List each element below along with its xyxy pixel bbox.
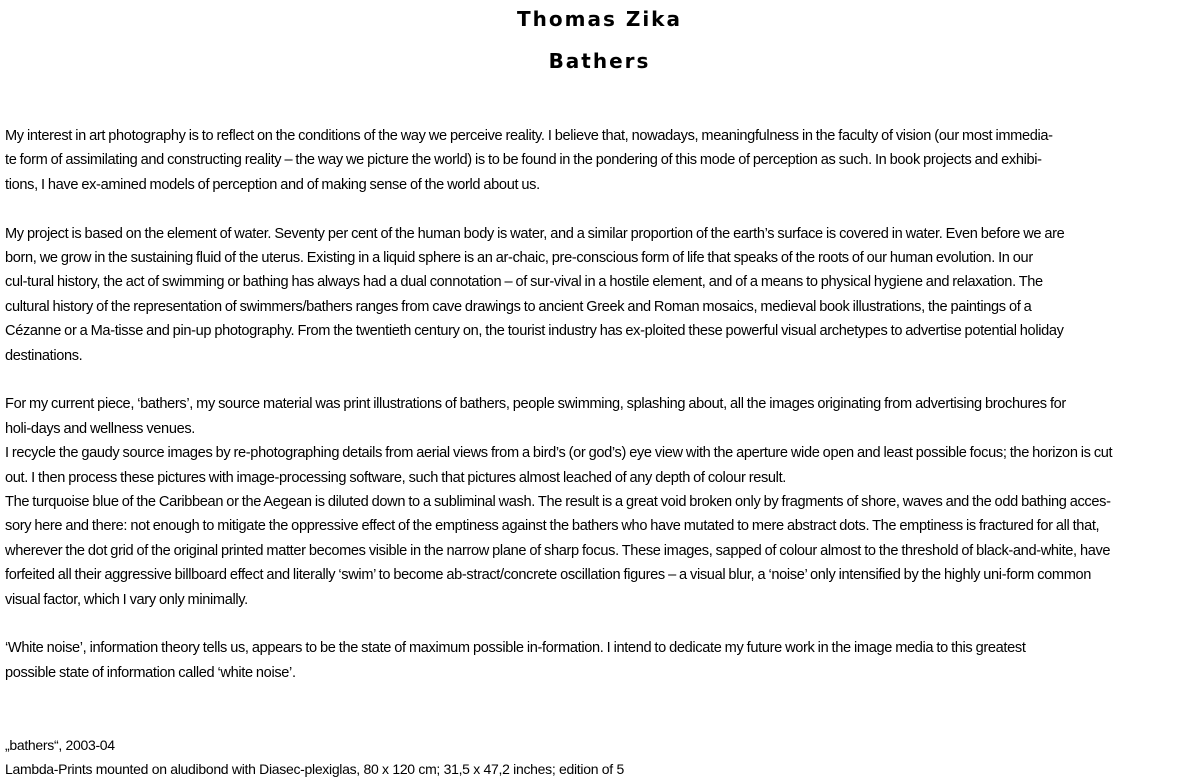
paragraph-bathers: For my current piece, ‘bathers’, my source material was print illustrations of bathers, people swimming, splashing about, all the images originating from advertising brochures for holi-days and wellness venues. I recycle the gaudy source images by re-photographing details from aerial views from a bird’s (or god’s) eye view with the aperture wide open and least possible focus; the horizon is cut out. I then process these pictures with image-processing software, such that pictures almost leached of any depth of colour result. The turquoise blue of the Caribbean or the Aegean is diluted down to a subliminal wash. The result is a great void broken only by fragments of shore, waves and the odd bathing acces- sory here and there: not enough to mitigate the oppressive effect of the emptiness against the bathers who have mutated to mere abstract dots. The emptiness is fractured for all that, wherever the dot grid of the original printed matter becomes visible in the narrow plane of sharp focus. These images, sapped of colour almost to the threshold of black-and-white, have forfeited all their aggressive billboard effect and literally ‘swim’ to become ab-stract/concrete oscillation figures – a visual blur, a ‘noise’ only intensified by the highly uni-form common visual factor, which I vary only minimally. (5, 396, 1113, 608)
paragraph-gap (5, 368, 1195, 392)
caption-details: Lambda-Prints mounted on aludibond with Diasec-plexiglas, 80 x 120 cm; 31,5 x 47,2 inches; edition of 5 (5, 761, 624, 778)
paragraph-water: My project is based on the element of water. Seventy per cent of the human body is water, and a similar proportion of the earth’s surface is covered in water. Even before we are born, we grow in the sustaining fluid of the uterus. Existing in a liquid sphere is an ar-chaic, pre-conscious form of life that speaks of the roots of our human evolution. In our cul-tural history, the act of swimming or bathing has always had a dual connotation – of sur-vival in a hostile element, and of a means to physical hygiene and relaxation. The cultural history of the representation of swimmers/bathers ranges from cave drawings to ancient Greek and Roman mosaics, medieval book illustrations, the paintings of a Cézanne or a Ma-tisse and pin-up photography. From the twentieth century on, the tourist industry has ex-ploited these powerful visual archetypes to advertise potential holiday destinations. (5, 225, 1065, 364)
author-name: Thomas Zika (517, 7, 682, 31)
paragraph-gap (5, 197, 1195, 221)
artist-statement (5, 124, 1195, 685)
paragraph-white-noise: ‘White noise’, information theory tells us, appears to be the state of maximum possible in-formation. I intend to dedicate my future work in the image media to this greatest possible state of information called ‘white noise’. (5, 640, 1026, 681)
caption-work-year: „bathers“, 2003-04 (5, 737, 115, 753)
work-title: Bathers (548, 49, 651, 73)
paragraph-gap (5, 612, 1195, 636)
paragraph-perception: My interest in art photography is to reflect on the conditions of the way we perceive reality. I believe that, nowadays, meaningfulness in the faculty of vision (our most immedia- te form of assimilating and constructing reality – the way we picture the world) is to be found in the pondering of this mode of perception as such. In book projects and exhibi- tions, I have ex-amined models of perception and of making sense of the world about us. (5, 128, 1053, 193)
document-header (0, 6, 1199, 74)
work-caption (5, 733, 1195, 782)
